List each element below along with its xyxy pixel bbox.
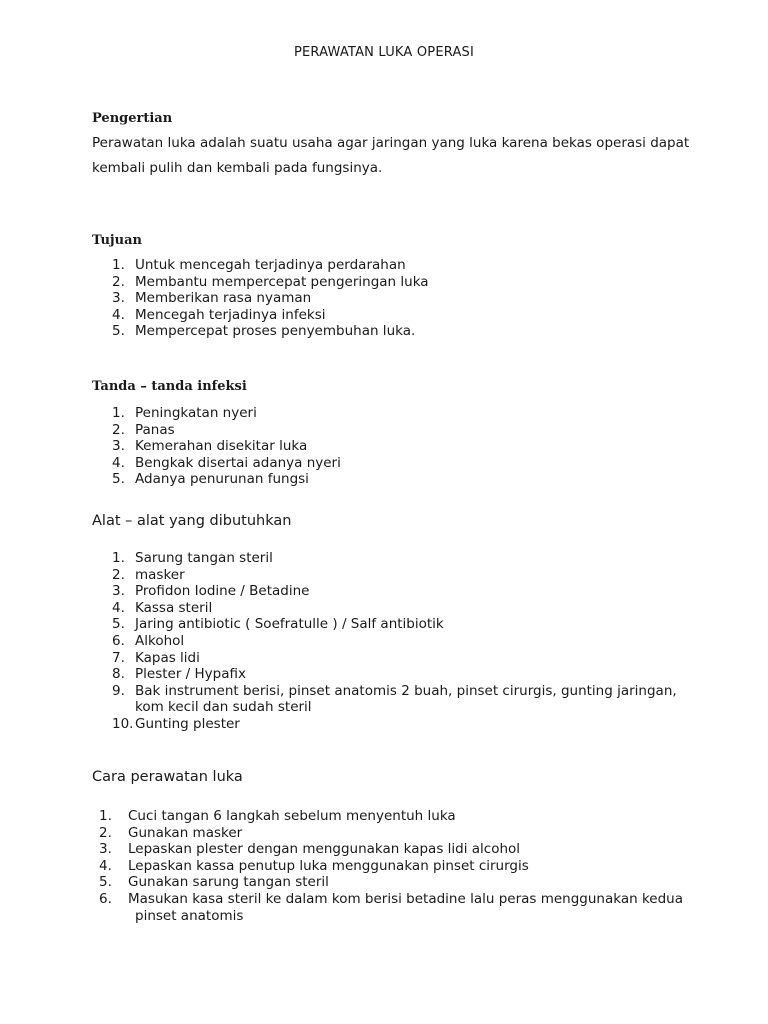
pengertian-paragraph: Perawatan luka adalah suatu usaha agar jaringan yang luka karena bekas operasi dapat kembali pulih dan kembali pada fungsinya. — [92, 135, 690, 176]
list-item — [92, 307, 705, 324]
list-text: Bak instrument berisi, pinset anatomis 2 buah, pinset cirurgis, gunting jaringan, kom kecil dan sudah steril — [135, 682, 677, 716]
list-number: 3. — [112, 290, 125, 307]
alat-list — [92, 550, 705, 733]
list-text: Masukan kasa steril ke dalam kom berisi betadine lalu peras menggunakan kedua — [128, 890, 684, 907]
list-number: 8. — [112, 666, 125, 683]
list-text: Lepaskan plester dengan menggunakan kapas lidi alcohol — [128, 841, 521, 858]
list-text: Gunakan masker — [128, 824, 243, 841]
list-number: 5. — [112, 471, 125, 488]
list-text: Plester / Hypafix — [135, 666, 246, 683]
list-text: Adanya penurunan fungsi — [135, 471, 309, 488]
list-number: 4. — [112, 454, 125, 471]
list-text: Alkohol — [135, 632, 185, 649]
list-item — [92, 405, 705, 422]
list-item — [92, 716, 705, 733]
heading-alat: Alat – alat yang dibutuhkan — [92, 513, 292, 529]
list-text: Membantu mempercepat pengeringan luka — [135, 273, 429, 290]
list-number: 5. — [99, 874, 112, 891]
list-item — [92, 666, 705, 683]
list-text: Profidon Iodine / Betadine — [135, 583, 310, 600]
list-text: masker — [135, 566, 185, 583]
list-item — [92, 550, 705, 567]
list-item — [92, 808, 706, 825]
list-text: Lepaskan kassa penutup luka menggunakan pinset cirurgis — [128, 857, 529, 874]
list-number: 1. — [112, 550, 125, 566]
list-item — [92, 455, 705, 472]
list-number: 3. — [99, 841, 112, 858]
list-text: Bengkak disertai adanya nyeri — [135, 454, 341, 471]
list-item — [92, 616, 705, 633]
list-number: 2. — [99, 824, 112, 841]
list-number: 1. — [112, 405, 125, 421]
list-text: Peningkatan nyeri — [135, 405, 257, 421]
list-text: Kemerahan disekitar luka — [135, 438, 308, 455]
list-item — [92, 683, 705, 716]
list-text: Kassa steril — [135, 599, 213, 616]
list-text-continuation: pinset anatomis — [135, 907, 244, 924]
list-number: 6. — [99, 890, 112, 907]
list-number: 3. — [112, 583, 125, 600]
list-item — [92, 841, 706, 858]
tanda-infeksi-list — [92, 405, 705, 488]
heading-cara-perawatan: Cara perawatan luka — [92, 769, 243, 785]
list-number: 5. — [112, 323, 125, 340]
list-item — [92, 583, 705, 600]
list-number: 4. — [112, 306, 125, 323]
list-text: Gunakan sarung tangan steril — [128, 874, 329, 891]
list-number: 2. — [112, 273, 125, 290]
list-text: Mencegah terjadinya infeksi — [135, 306, 326, 323]
list-item — [92, 874, 706, 891]
list-number: 7. — [112, 649, 125, 666]
list-text: Untuk mencegah terjadinya perdarahan — [135, 257, 406, 273]
list-number: 2. — [112, 421, 125, 438]
list-number: 5. — [112, 616, 125, 633]
list-item — [92, 323, 705, 340]
list-text: Jaring antibiotic ( Soefratulle ) / Salf antibiotik — [135, 616, 444, 633]
list-number: 1. — [112, 257, 125, 273]
list-item — [92, 471, 705, 488]
list-text: Memberikan rasa nyaman — [135, 290, 312, 307]
list-item — [92, 567, 705, 584]
list-number: 4. — [112, 599, 125, 616]
list-number: 6. — [112, 632, 125, 649]
list-number: 10. — [112, 715, 134, 732]
list-text: Panas — [135, 421, 175, 438]
list-item — [92, 290, 705, 307]
list-text: Gunting plester — [135, 715, 240, 732]
list-text: Mempercepat proses penyembuhan luka. — [135, 323, 416, 340]
list-item — [92, 438, 705, 455]
list-item — [92, 825, 706, 842]
list-number: 1. — [99, 808, 112, 824]
list-item — [92, 633, 705, 650]
list-item — [92, 650, 705, 667]
list-text: Cuci tangan 6 langkah sebelum menyentuh luka — [128, 808, 456, 824]
heading-tujuan: Tujuan — [92, 233, 142, 248]
cara-perawatan-list — [92, 808, 706, 924]
list-item — [92, 600, 705, 617]
list-item — [92, 274, 705, 291]
list-item — [92, 858, 706, 875]
list-number: 3. — [112, 438, 125, 455]
list-item — [92, 891, 706, 924]
list-number: 9. — [112, 682, 125, 699]
heading-tanda-infeksi: Tanda – tanda infeksi — [92, 379, 247, 394]
list-text: Kapas lidi — [135, 649, 200, 666]
list-number: 2. — [112, 566, 125, 583]
list-text: Sarung tangan steril — [135, 550, 273, 566]
tujuan-list — [92, 257, 705, 340]
heading-pengertian: Pengertian — [92, 111, 173, 126]
list-number: 4. — [99, 857, 112, 874]
list-item — [92, 257, 705, 274]
document-title: PERAWATAN LUKA OPERASI — [293, 45, 475, 60]
list-item — [92, 422, 705, 439]
